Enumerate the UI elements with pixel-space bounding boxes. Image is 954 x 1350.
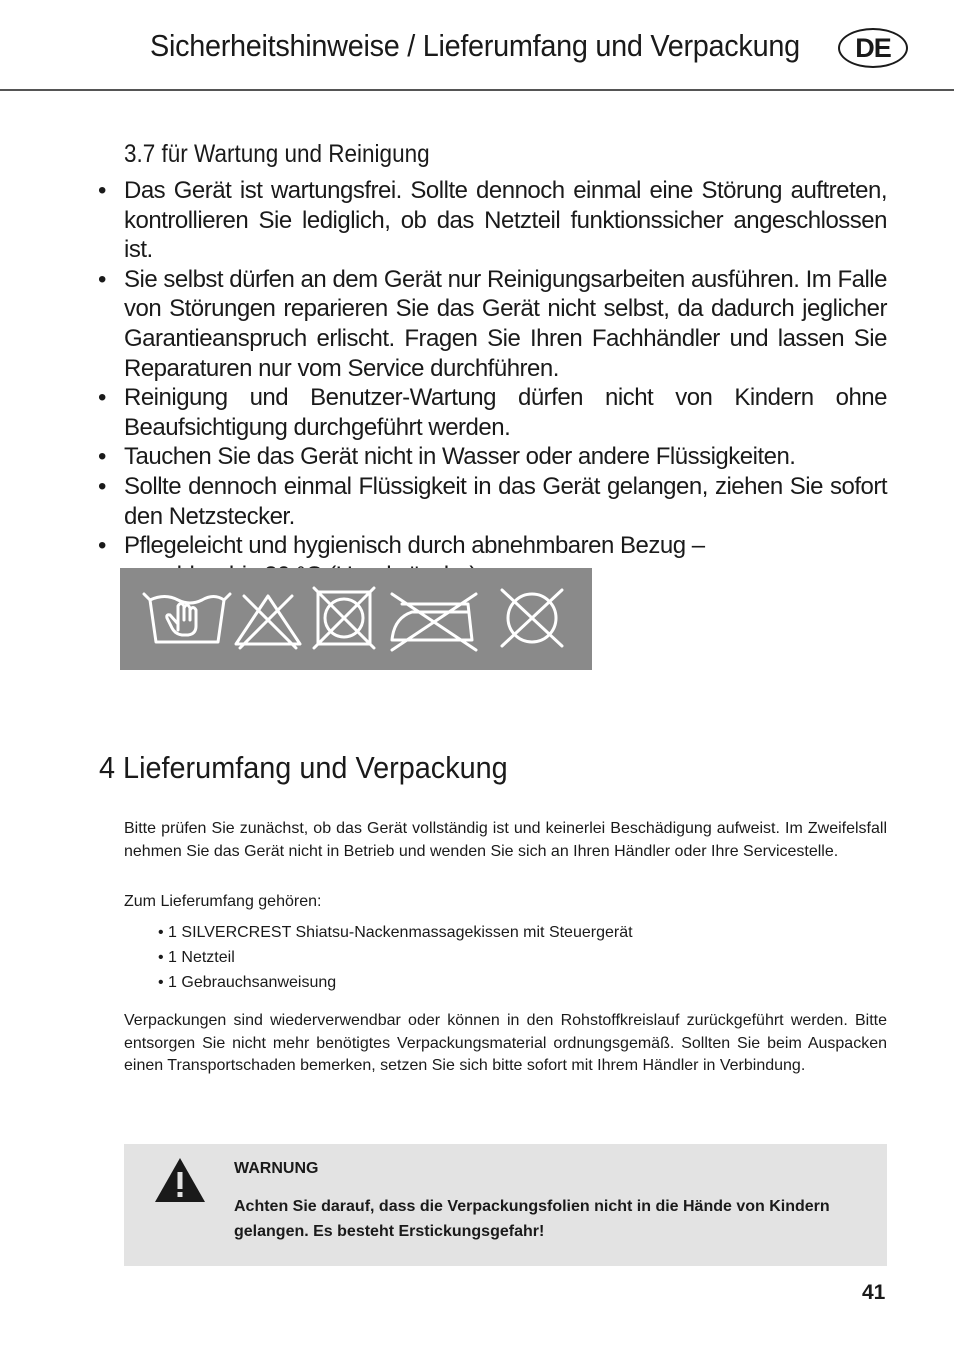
scope-label: Zum Lieferumfang gehören: (124, 893, 322, 910)
page-header-title: Sicherheitshinweise / Lieferumfang und Verpackung (150, 28, 800, 63)
section-title-maintenance: 3.7 für Wartung und Reinigung (124, 140, 430, 168)
no-dry-clean-icon (502, 590, 562, 646)
no-ironing-icon (392, 594, 476, 650)
list-item: • 1 Gebrauchsanweisung (158, 970, 633, 995)
no-bleach-icon (236, 596, 300, 648)
scope-of-delivery-list (158, 920, 633, 995)
header-divider (0, 89, 954, 91)
chapter-title-scope-of-delivery: 4 Lieferumfang und Verpackung (99, 750, 508, 785)
list-item-line: • Pflegeleicht und hygienisch durch abnehmbaren Bezug – (124, 532, 705, 560)
list-item: • Tauchen Sie das Gerät nicht in Wasser oder andere Flüssigkeiten. (96, 442, 887, 472)
list-item: • Sie selbst dürfen an dem Gerät nur Reinigungsarbeiten ausführen. Im Falle von Störungen reparieren Sie das Gerät nicht selbst, da dadurch jeglicher Garantieanspruch erlischt. Fragen Sie Ihren Fachhändler und lassen Sie Reparaturen nur vom Service durchführen. (96, 265, 887, 383)
no-tumble-dry-icon (314, 588, 374, 648)
care-symbols-panel (120, 568, 592, 670)
warning-heading: WARNUNG (234, 1160, 319, 1177)
warning-triangle-icon (152, 1154, 208, 1206)
list-item: • Reinigung und Benutzer-Wartung dürfen nicht von Kindern ohne Beaufsichtigung durchgeführt werden. (96, 383, 887, 442)
warning-box (124, 1144, 887, 1266)
hand-wash-icon (144, 594, 230, 642)
page-number: 41 (862, 1281, 886, 1304)
list-item: • Sollte dennoch einmal Flüssigkeit in das Gerät gelangen, ziehen Sie sofort den Netzstecker. (96, 472, 887, 531)
list-item: • Das Gerät ist wartungsfrei. Sollte dennoch einmal eine Störung auftreten, kontrollieren Sie lediglich, ob das Netzteil funktionssicher angeschlossen ist. (96, 176, 887, 265)
warning-text: Achten Sie darauf, dass die Verpackungsfolien nicht in die Hände von Kindern gelangen. Es besteht Erstickungsgefahr! (234, 1198, 830, 1240)
language-badge: DE (838, 28, 908, 68)
list-item: • 1 Netzteil (158, 945, 633, 970)
packaging-paragraph: Verpackungen sind wiederverwendbar oder können in den Rohstoffkreislauf zurückgeführt werden. Bitte entsorgen Sie nicht mehr benötigtes Verpackungsmaterial ordnungsgemäß. Sollten Sie beim Auspacken einen Transportschaden bemerken, setzen Sie sich bitte sofort mit Ihrem Händler in Verbindung. (124, 1012, 887, 1075)
maintenance-bullet-list (96, 176, 887, 590)
intro-paragraph: Bitte prüfen Sie zunächst, ob das Gerät vollständig ist und keinerlei Beschädigung aufweist. Im Zweifelsfall nehmen Sie das Gerät nicht in Betrieb und wenden Sie sich an Ihren Händler oder Ihre Servicestelle. (124, 820, 887, 860)
list-item: • 1 SILVERCREST Shiatsu-Nackenmassagekissen mit Steuergerät (158, 920, 633, 945)
